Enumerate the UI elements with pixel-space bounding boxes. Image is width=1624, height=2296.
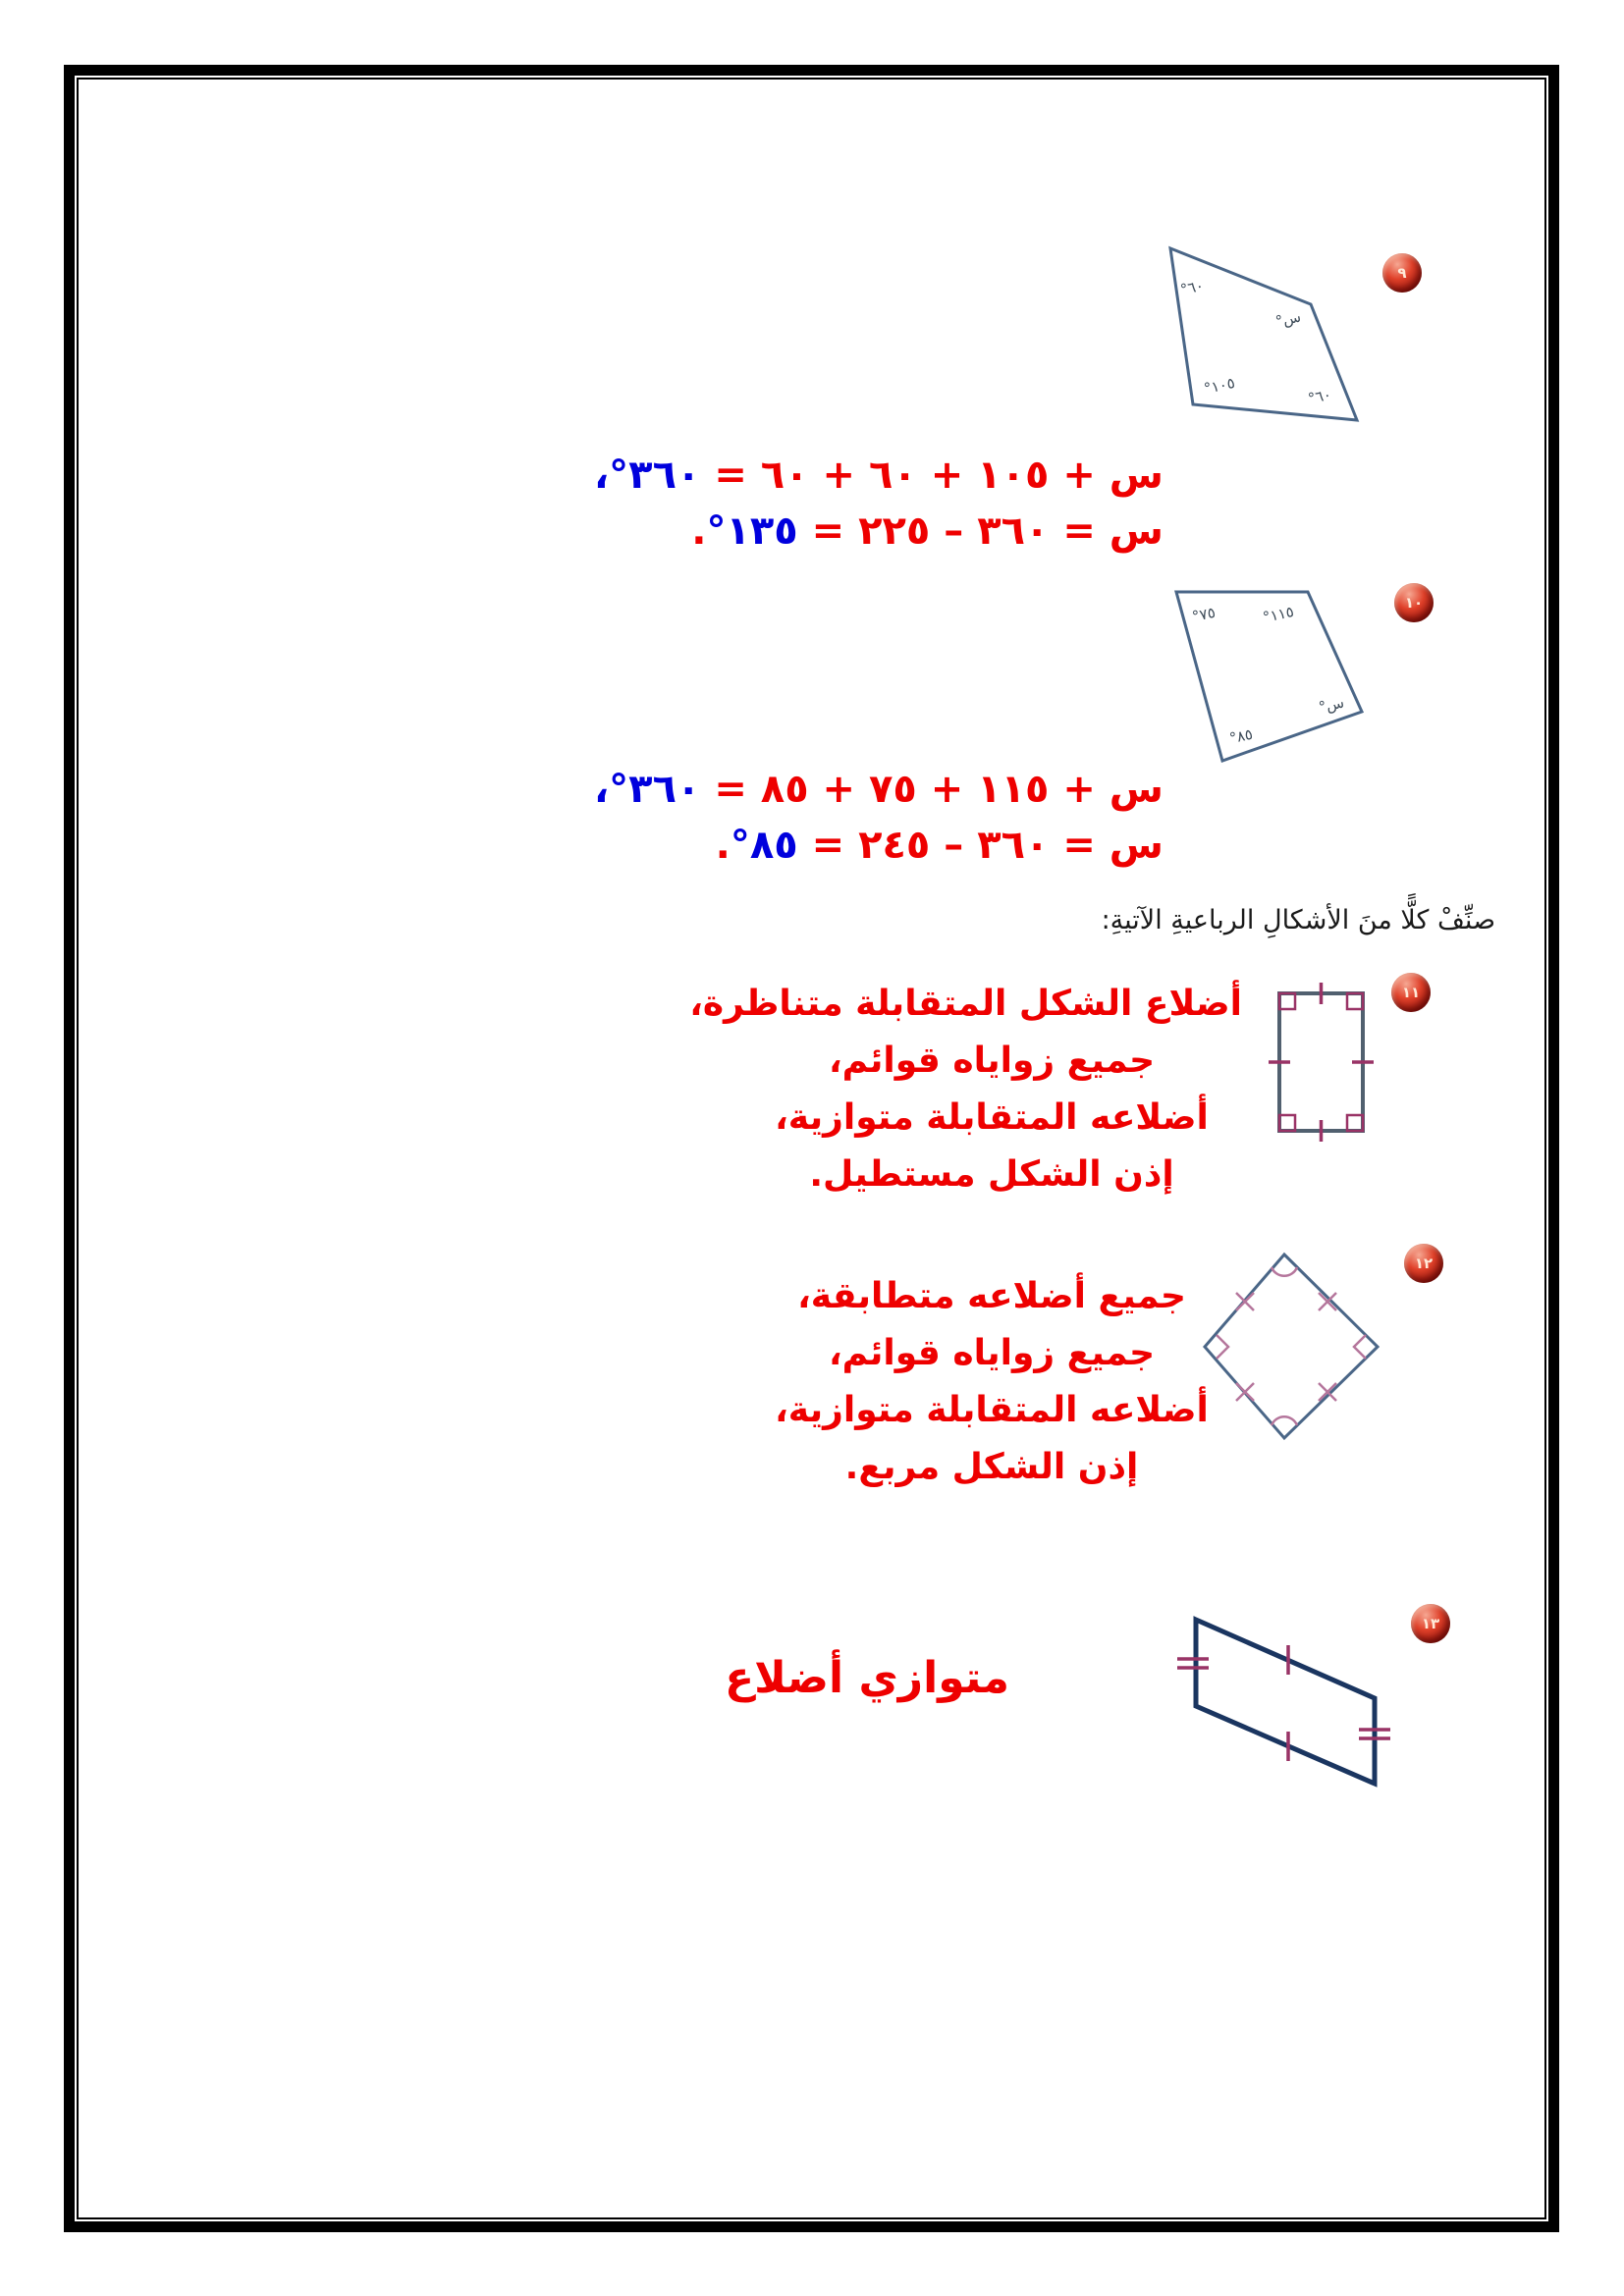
classification-instruction: صنِّفْ كلًّا منَ الأشكالِ الرباعيةِ الآتيةِ: [1101, 905, 1495, 935]
rectangle-11-shape [1262, 970, 1384, 1147]
problem-number: ١٢ [1414, 1255, 1434, 1272]
quadrilateral-figure-10 [1159, 569, 1384, 780]
answer-13: متوازي أضلاع [725, 1653, 1009, 1703]
problem-number: ١١ [1401, 984, 1421, 1001]
angle-label: ١١٥° [1261, 602, 1296, 627]
answer-line: أضلاعه المتقابلة متوازية، [775, 1097, 1209, 1138]
equation-line: س = ٣٦٠ – ٢٤٥ = ٨٥°. [715, 823, 1164, 868]
angle-label: ١٠٥° [1202, 373, 1237, 399]
quadrilateral-figure-9 [1139, 226, 1375, 437]
problem-number-badge-9 [1382, 253, 1422, 293]
answer-line: جميع أضلاعه متطابقة، [797, 1276, 1186, 1316]
quadrilateral-9-shape [1139, 226, 1375, 437]
angle-label: ٦٠° [1306, 385, 1333, 408]
equation-line: س + ١٠٥ + ٦٠ + ٦٠ = ٣٦٠°، [593, 453, 1164, 498]
answer-block-11 [689, 976, 1242, 1203]
angle-label: ٦٠° [1178, 276, 1206, 299]
problem-number: ١٣ [1421, 1615, 1440, 1632]
angle-label: س° [1317, 693, 1346, 717]
answer-line: أضلاعه المتقابلة متوازية، [775, 1390, 1209, 1430]
angle-label: س° [1273, 307, 1303, 331]
problem-number: ١٠ [1404, 594, 1424, 612]
answer-line: جميع زواياه قوائم، [828, 1333, 1156, 1373]
problem-number-badge-13 [1411, 1604, 1450, 1643]
rectangle-figure-11 [1262, 970, 1384, 1147]
equation-block-10 [593, 762, 1164, 874]
equation-line: س + ١١٥ + ٧٥ + ٨٥ = ٣٦٠°، [593, 767, 1164, 812]
problem-number: ٩ [1397, 264, 1407, 282]
angle-label: ٨٥° [1227, 724, 1255, 748]
parallelogram-13-shape [1173, 1598, 1404, 1804]
answer-block-12 [741, 1268, 1242, 1496]
problem-number-badge-11 [1391, 973, 1431, 1012]
parallelogram-figure-13 [1173, 1598, 1404, 1804]
equation-line: س = ٣٦٠ – ٢٢٥ = ١٣٥°. [691, 508, 1164, 554]
answer-line: إذن الشكل مربع. [844, 1447, 1139, 1487]
equation-block-9 [593, 448, 1164, 560]
quadrilateral-10-shape [1159, 569, 1384, 780]
angle-label: ٧٥° [1190, 603, 1218, 626]
answer-line: جميع زواياه قوائم، [828, 1041, 1156, 1081]
problem-number-badge-10 [1394, 583, 1434, 622]
answer-line: أضلاع الشكل المتقابلة متناظرة، [689, 984, 1242, 1024]
answer-line: إذن الشكل مستطيل. [809, 1154, 1174, 1195]
problem-number-badge-12 [1404, 1244, 1443, 1283]
